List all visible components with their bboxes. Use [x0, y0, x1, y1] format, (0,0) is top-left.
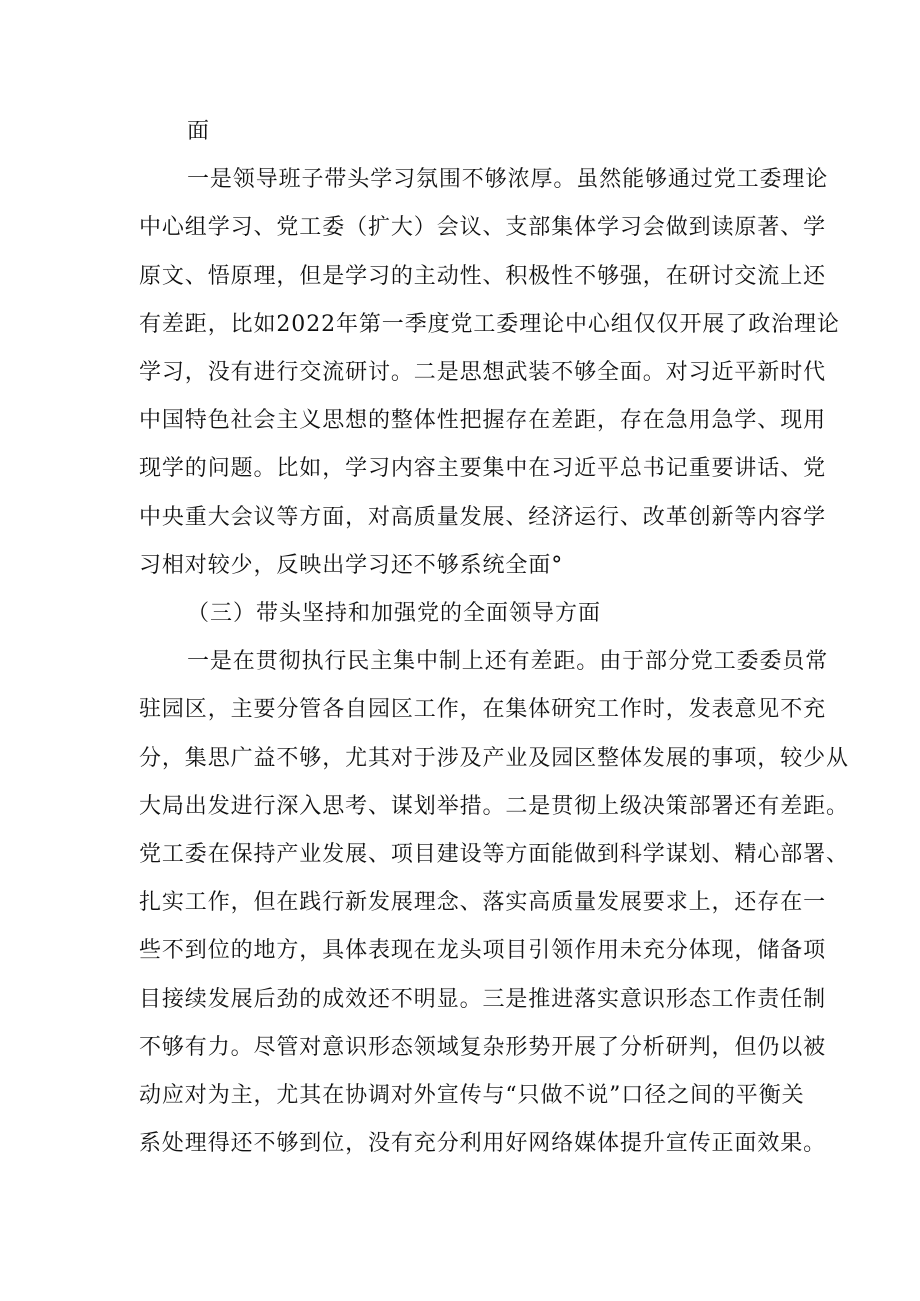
text-line: 驻园区，主要分管各自园区工作，在集体研究工作时，发表意见不充 [139, 697, 827, 722]
text-line: 学习，没有进行交流研讨。二是思想武装不够全面。对习近平新时代 [139, 360, 827, 385]
text-line: 中央重大会议等方面，对高质量发展、经济运行、改革创新等内容学 [139, 505, 827, 530]
text-line: 原文、悟原理，但是学习的主动性、积极性不够强，在研讨交流上还 [139, 264, 827, 289]
text-line: 目接续发展后劲的成效还不明显。三是推进落实意识形态工作责任制 [139, 987, 827, 1012]
text-line: 一是在贯彻执行民主集中制上还有差距。由于部分党工委委员常 [187, 649, 829, 674]
text-line: 习相对较少，反映出学习还不够系统全面° [139, 553, 564, 578]
text-line: 些不到位的地方，具体表现在龙头项目引领作用未充分体现，储备项 [139, 938, 827, 963]
text-line: 有差距，比如2022年第一季度党工委理论中心组仅仅开展了政治理论 [139, 312, 840, 337]
text-line: 党工委在保持产业发展、项目建设等方面能做到科学谋划、精心部署、 [139, 842, 849, 867]
section-heading: （三）带头坚持和加强党的全面领导方面 [187, 601, 602, 626]
text-line: 大局出发进行深入思考、谋划举措。二是贯彻上级决策部署还有差距。 [139, 794, 849, 819]
text-line: 一是领导班子带头学习氛围不够浓厚。虽然能够通过党工委理论 [187, 167, 829, 192]
text-line: 不够有力。尽管对意识形态领域复杂形势开展了分析研判，但仍以被 [139, 1035, 827, 1060]
text-line: 分，集思广益不够，尤其对于涉及产业及园区整体发展的事项，较少从 [139, 746, 849, 771]
text-line: 现学的问题。比如，学习内容主要集中在习近平总书记重要讲话、党 [139, 456, 827, 481]
text-line: 动应对为主，尤其在协调对外宣传与“只做不说”口径之间的平衡关 [139, 1083, 805, 1108]
text-line: 中心组学习、党工委（扩大）会议、支部集体学习会做到读原著、学 [139, 215, 827, 240]
text-line-continuation: 面 [187, 119, 210, 144]
text-line: 中国特色社会主义思想的整体性把握存在差距，存在急用急学、现用 [139, 408, 827, 433]
text-line: 系处理得还不够到位，没有充分利用好网络媒体提升宣传正面效果。 [139, 1131, 827, 1156]
text-line: 扎实工作，但在践行新发展理念、落实高质量发展要求上，还存在一 [139, 890, 827, 915]
